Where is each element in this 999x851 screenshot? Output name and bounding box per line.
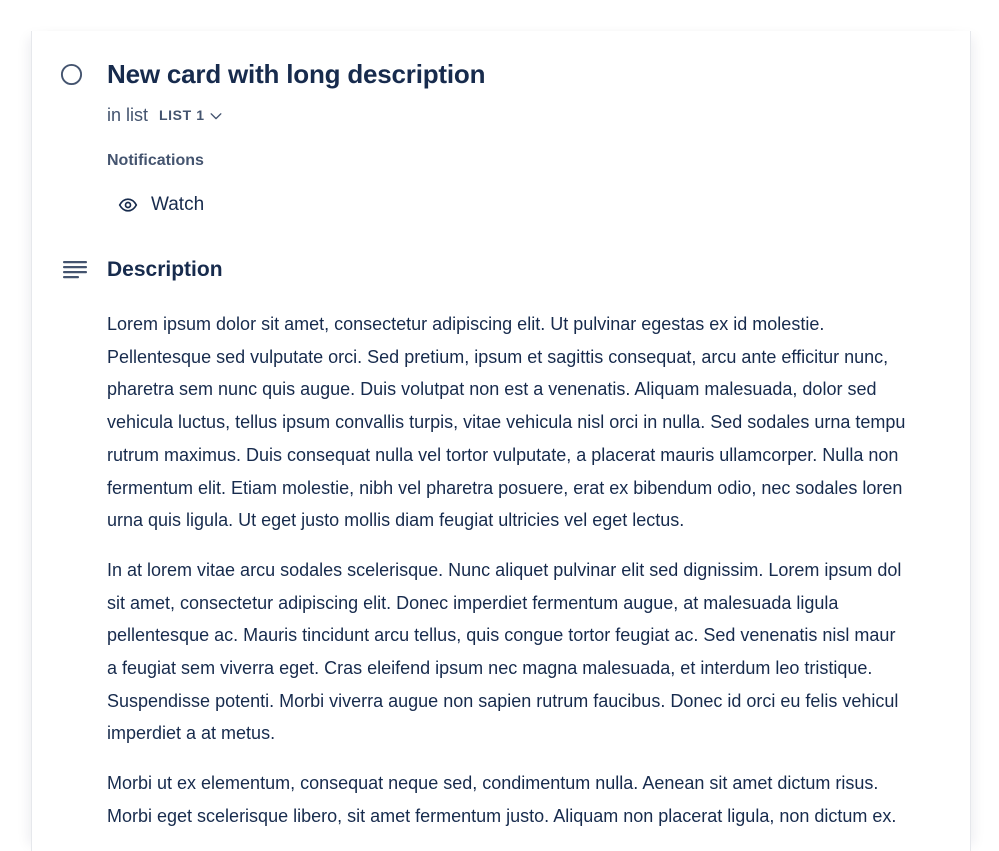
description-line: pellentesque ac. Mauris tincidunt arcu tellus, quis congue tortor feugiat ac. Sed venenatis nisl maur	[107, 625, 896, 646]
in-list-label: in list	[107, 104, 149, 125]
list-selector-button[interactable]	[159, 107, 223, 123]
list-name: LIST 1	[159, 107, 205, 123]
card-detail-modal	[31, 31, 971, 851]
notifications-label: Notifications	[107, 152, 204, 169]
watch-label: Watch	[151, 194, 205, 215]
card-location	[107, 103, 223, 127]
description-line: pharetra sem nunc quis augue. Duis volutpat non est a venenatis. Aliquam malesuada, dolor sed	[107, 379, 877, 400]
description-paragraph	[107, 767, 971, 832]
description-line: Morbi eget scelerisque libero, sit amet fermentum justo. Aliquam non placerat ligula, non dictum ex.	[107, 805, 897, 826]
description-line: Suspendisse potenti. Morbi viverra augue non sapien rutrum faucibus. Donec id orci eu felis vehicul	[107, 690, 899, 711]
description-line: imperdiet a at metus.	[107, 723, 276, 744]
description-heading: Description	[107, 258, 223, 281]
description-line: Lorem ipsum dolor sit amet, consectetur adipiscing elit. Ut pulvinar egestas ex id molestie.	[107, 314, 825, 334]
description-lines-icon	[62, 260, 88, 282]
description-line: vehicula luctus, tellus ipsum convallis turpis, vitae vehicula nisl orci in nulla. Sed sodales urna tempu	[107, 412, 906, 433]
description-line: fermentum elit. Etiam molestie, nibh vel pharetra posuere, erat ex bibendum odio, nec sodales loren	[107, 477, 903, 498]
description-line: Pellentesque sed vulputate orci. Sed pretium, ipsum et sagittis consequat, arcu ante efficitur nunc,	[107, 346, 889, 367]
description-paragraph	[107, 308, 971, 537]
circle-outline-icon[interactable]	[60, 63, 83, 86]
description-line: urna quis ligula. Ut eget justo mollis diam feugiat ultricies vel eget lectus.	[107, 510, 685, 531]
description-line: sit amet, consectetur adipiscing elit. Donec imperdiet fermentum augue, at malesuada ligula	[107, 592, 839, 613]
chevron-down-icon	[209, 109, 223, 123]
description-body[interactable]	[107, 308, 971, 850]
description-paragraph	[107, 554, 971, 750]
eye-icon	[118, 195, 138, 215]
card-title[interactable]: New card with long description	[107, 59, 486, 89]
description-line: rutrum maximus. Duis consequat nulla vel tortor vulputate, a placerat mauris ullamcorper. Nulla non	[107, 444, 899, 465]
description-line: In at lorem vitae arcu sodales scelerisque. Nunc aliquet pulvinar elit sed dignissim. Lorem ipsum dol	[107, 559, 902, 580]
description-line: a feugiat sem viverra eget. Cras eleifend ipsum nec magna malesuada, et interdum leo tristique.	[107, 658, 873, 679]
description-line: Morbi ut ex elementum, consequat neque sed, condimentum nulla. Aenean sit amet dictum risus.	[107, 773, 879, 794]
watch-button[interactable]	[118, 191, 204, 219]
